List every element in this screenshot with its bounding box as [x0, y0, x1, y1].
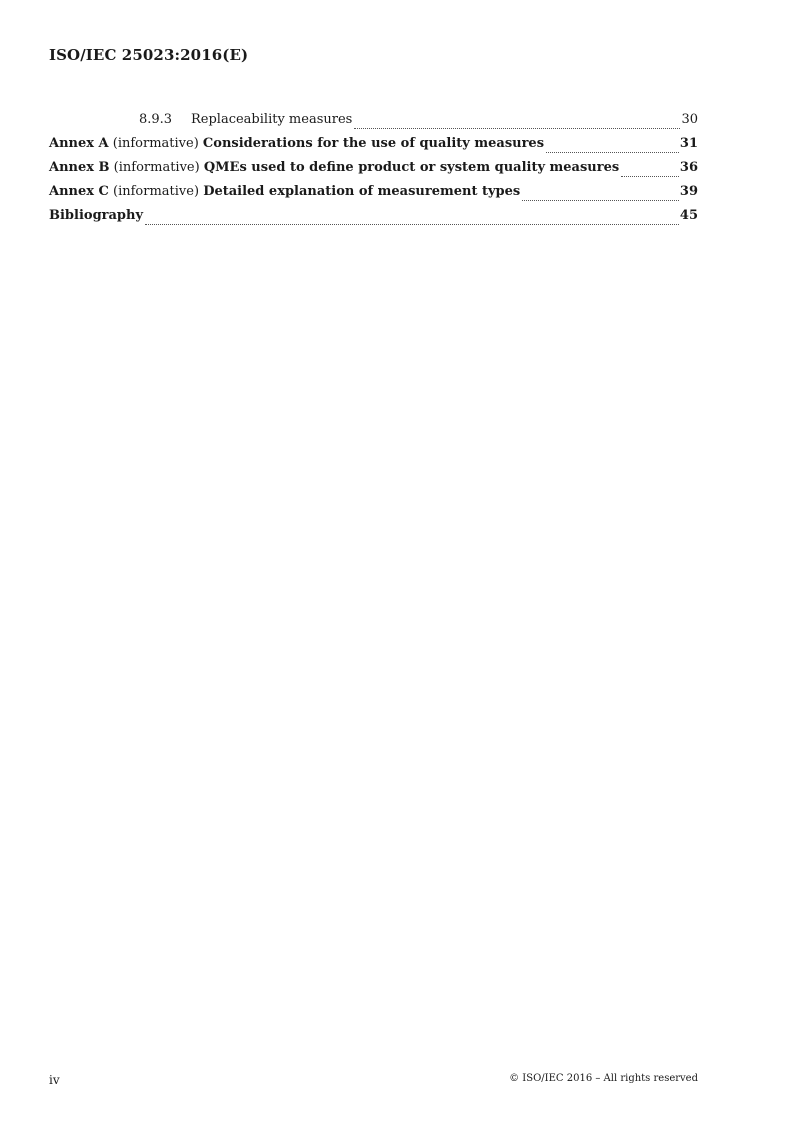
dot-leader — [354, 128, 680, 129]
toc-entry-page: 30 — [681, 112, 698, 127]
toc-entry-annex-a[interactable] — [49, 136, 698, 160]
toc-entry-8-9-3[interactable] — [49, 112, 698, 136]
annex-type: (informative) — [109, 160, 204, 175]
dot-leader — [522, 200, 679, 201]
bibliography-title: Bibliography — [49, 208, 144, 223]
annex-label: Annex C — [49, 184, 109, 199]
annex-title: Detailed explanation of measurement types — [203, 184, 521, 199]
toc-entry-page: 31 — [679, 136, 698, 151]
toc-entry-page: 39 — [679, 184, 698, 199]
toc-entry-page: 36 — [679, 160, 698, 175]
dot-leader — [621, 176, 679, 177]
dot-leader — [546, 152, 679, 153]
footer-copyright: © ISO/IEC 2016 – All rights reserved — [509, 1073, 698, 1084]
annex-title: Considerations for the use of quality measures — [202, 136, 545, 151]
table-of-contents — [49, 112, 698, 232]
toc-entry-title: Replaceability measures — [191, 112, 353, 127]
annex-label: Annex B — [49, 160, 110, 175]
toc-entry-bibliography[interactable] — [49, 208, 698, 232]
annex-type: (informative) — [108, 184, 204, 199]
annex-title: QMEs used to define product or system quality measures — [203, 160, 620, 175]
document-header-title: ISO/IEC 25023:2016(E) — [49, 46, 249, 64]
toc-entry-annex-c[interactable] — [49, 184, 698, 208]
annex-type: (informative) — [108, 136, 203, 151]
footer-page-number: iv — [49, 1073, 60, 1087]
toc-entry-page: 45 — [679, 208, 698, 223]
toc-entry-number: 8.9.3 — [139, 112, 173, 127]
toc-entry-annex-b[interactable] — [49, 160, 698, 184]
dot-leader — [145, 224, 679, 225]
annex-label: Annex A — [49, 136, 109, 151]
